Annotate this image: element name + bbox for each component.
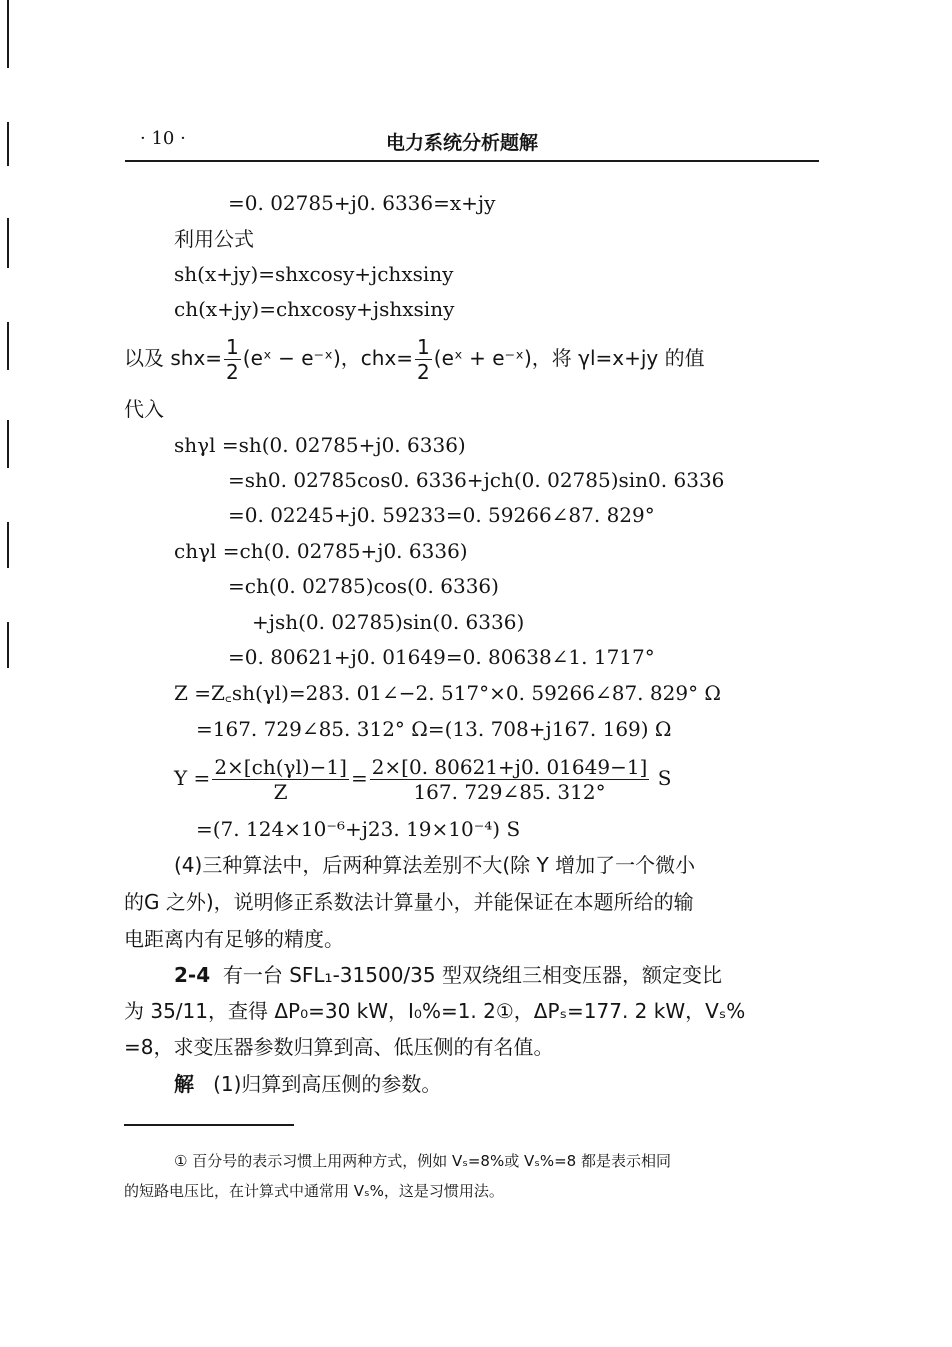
equation-line: =ch(0. 02785)cos(0. 6336) (228, 574, 499, 598)
scan-mark-2 (7, 122, 9, 166)
footnote-line-1: ① 百分号的表示习惯上用两种方式，例如 Vₛ=8%或 Vₛ%=8 都是表示相同 (174, 1152, 671, 1170)
problem-line: =8，求变压器参数归算到高、低压侧的有名值。 (124, 1035, 554, 1059)
fraction-y-numeric (370, 755, 650, 804)
footnote-line-2: 的短路电压比，在计算式中通常用 Vₛ%，这是习惯用法。 (124, 1182, 504, 1200)
scan-mark-1 (7, 0, 9, 68)
paragraph-line: 的G 之外)，说明修正系数法计算量小，并能保证在本题所给的输 (124, 890, 694, 914)
book-title: 电力系统分析题解 (386, 132, 539, 154)
fraction-denominator: 167. 729∠85. 312° (413, 780, 606, 804)
formula-hyperbolic-defs (124, 333, 705, 384)
fraction-half-2 (415, 335, 432, 384)
text-line: 代入 (124, 397, 164, 421)
equation-line: chγl =ch(0. 02785+j0. 6336) (174, 539, 468, 563)
formula-ch: ch(x+jy)=chxcosy+jshxsiny (174, 297, 455, 321)
defs-part-a: 以及 shx= (124, 346, 223, 370)
problem-text: 有一台 SFL₁-31500/35 型双绕组三相变压器，额定变比 (222, 963, 722, 987)
y-equals: = (350, 766, 368, 790)
page-number: · 10 · (140, 128, 186, 149)
fraction-half-1 (224, 335, 241, 384)
equation-line: =0. 02245+j0. 59233=0. 59266∠87. 829° (228, 503, 655, 527)
scan-mark-4 (7, 322, 9, 370)
problem-number: 2-4 (174, 963, 211, 987)
equation-line: =0. 80621+j0. 01649=0. 80638∠1. 1717° (228, 645, 655, 669)
equation-line: =0. 02785+j0. 6336=x+jy (228, 191, 496, 215)
formula-sh: sh(x+jy)=shxcosy+jchxsiny (174, 262, 454, 286)
fraction-numerator: 2×[ch(γl)−1] (214, 755, 347, 779)
equation-line: =(7. 124×10⁻⁶+j23. 19×10⁻⁴) S (196, 817, 521, 841)
scan-mark-7 (7, 622, 9, 668)
problem-line: 为 35/11，查得 ΔP₀=30 kW，I₀%=1. 2①，ΔPₛ=177. 2 kW，Vₛ% (124, 999, 746, 1023)
equation-line: =sh0. 02785cos0. 6336+jch(0. 02785)sin0. 6336 (228, 468, 725, 492)
equation-line: shγl =sh(0. 02785+j0. 6336) (174, 433, 466, 457)
solution-line (174, 1071, 441, 1097)
header-rule (125, 160, 819, 162)
solution-text: (1)归算到高压侧的参数。 (213, 1072, 442, 1096)
fraction-numerator: 2×[0. 80621+j0. 01649−1] (371, 755, 648, 779)
y-unit: S (657, 766, 672, 790)
fraction-denominator: Z (273, 780, 288, 804)
equation-line: +jsh(0. 02785)sin(0. 6336) (252, 610, 525, 634)
solution-label: 解 (174, 1072, 194, 1096)
equation-line: Z =Z꜀sh(γl)=283. 01∠−2. 517°×0. 59266∠87. 829° Ω (174, 681, 722, 705)
scan-mark-6 (7, 522, 9, 568)
y-lhs: Y = (174, 766, 211, 790)
fraction-numerator: 1 (417, 335, 430, 359)
scan-mark-5 (7, 420, 9, 468)
admittance-formula (174, 752, 671, 804)
fraction-denominator: 2 (226, 360, 239, 384)
paragraph-line: (4)三种算法中，后两种算法差别不大(除 Y 增加了一个微小 (174, 853, 696, 877)
problem-line (174, 962, 722, 988)
defs-part-c: (eˣ + e⁻ˣ)，将 γl=x+jy 的值 (433, 346, 705, 370)
defs-part-b: (eˣ − e⁻ˣ)，chx= (242, 346, 414, 370)
fraction-numerator: 1 (226, 335, 239, 359)
fraction-y-symbolic (212, 755, 349, 804)
scan-mark-3 (7, 218, 9, 268)
paragraph-line: 电距离内有足够的精度。 (124, 927, 344, 951)
fraction-denominator: 2 (417, 360, 430, 384)
equation-line: =167. 729∠85. 312° Ω=(13. 708+j167. 169) Ω (196, 717, 672, 741)
footnote-rule (124, 1124, 294, 1126)
text-line: 利用公式 (174, 227, 254, 251)
